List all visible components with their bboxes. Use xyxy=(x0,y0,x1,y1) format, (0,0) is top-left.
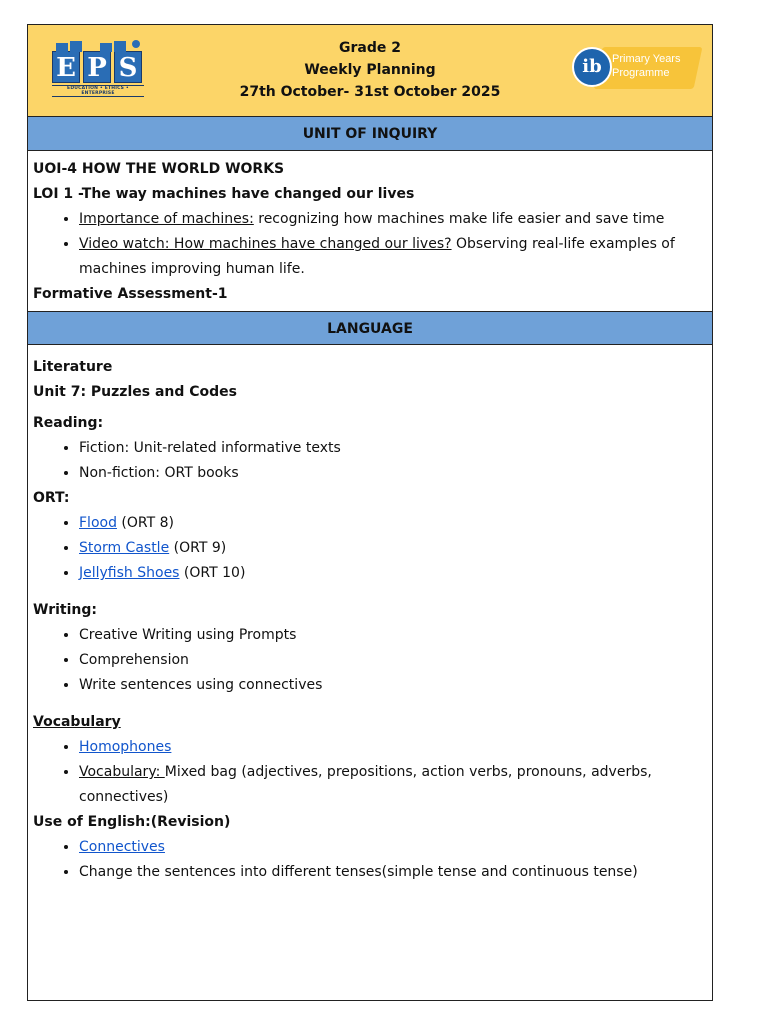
use-of-english-list xyxy=(33,835,707,885)
books-icon xyxy=(52,39,144,53)
item-text: recognizing how machines make life easier and save time xyxy=(253,211,665,227)
logo-letter-s: S xyxy=(114,51,142,83)
writing-list xyxy=(33,623,707,698)
document-title xyxy=(188,37,552,103)
list-item xyxy=(79,561,707,586)
uoi-list xyxy=(33,207,707,282)
uoi-theme: UOI-4 HOW THE WORLD WORKS xyxy=(33,161,285,177)
list-item xyxy=(79,760,707,810)
reading-heading: Reading: xyxy=(33,415,104,431)
unit-heading: Unit 7: Puzzles and Codes xyxy=(33,384,237,400)
list-item xyxy=(79,536,707,561)
list-item: • Creative Writing using Prompts xyxy=(79,623,707,648)
homophones-link[interactable]: Homophones xyxy=(79,739,172,755)
ort-heading: ORT: xyxy=(33,490,70,506)
list-item xyxy=(79,207,707,232)
ort-level: (ORT 8) xyxy=(116,515,174,531)
header xyxy=(28,25,712,117)
ort-link-storm-castle[interactable]: Storm Castle xyxy=(79,540,170,556)
eps-logo xyxy=(52,39,144,101)
ort-link-flood[interactable]: Flood xyxy=(79,515,117,531)
item-text: Observing real-life examples of machines improving human life. xyxy=(79,236,675,277)
ib-line-1: Primary Years xyxy=(612,53,681,65)
logo-tagline: EDUCATION • ETHICS • ENTERPRISE xyxy=(52,85,144,97)
list-item: • Non-fiction: ORT books xyxy=(79,461,707,486)
vocabulary-heading: Vocabulary xyxy=(33,714,121,730)
language-content xyxy=(28,345,712,885)
ort-level: (ORT 10) xyxy=(179,565,246,581)
language-section-title: LANGUAGE xyxy=(28,311,712,345)
use-of-english-heading: Use of English:(Revision) xyxy=(33,814,231,830)
ort-list xyxy=(33,511,707,586)
uoi-section-title: UNIT OF INQUIRY xyxy=(28,117,712,151)
uoi-content xyxy=(28,151,712,311)
logo-letter-p: P xyxy=(83,51,111,83)
list-item: • Fiction: Unit-related informative texts xyxy=(79,436,707,461)
item-label: Vocabulary: xyxy=(79,764,165,780)
planning-title: Weekly Planning xyxy=(304,62,436,78)
ib-circle-icon: ib xyxy=(572,47,612,87)
reading-list xyxy=(33,436,707,486)
vocabulary-list xyxy=(33,735,707,810)
list-item xyxy=(79,232,707,282)
item-label: Importance of machines: xyxy=(79,211,254,227)
uoi-assessment: Formative Assessment-1 xyxy=(33,286,228,302)
connectives-link[interactable]: Connectives xyxy=(79,839,165,855)
literature-heading: Literature xyxy=(33,359,113,375)
ib-line-2: Programme xyxy=(612,67,670,79)
list-item: • Comprehension xyxy=(79,648,707,673)
ort-level: (ORT 9) xyxy=(169,540,227,556)
logo-letter-e: E xyxy=(52,51,80,83)
date-range: 27th October- 31st October 2025 xyxy=(239,84,501,100)
weekly-planning-document xyxy=(27,24,713,1001)
list-item: • Write sentences using connectives xyxy=(79,673,707,698)
list-item xyxy=(79,511,707,536)
item-text: Mixed bag (adjectives, prepositions, action verbs, pronouns, adverbs, connectives) xyxy=(79,764,652,805)
list-item xyxy=(79,735,707,760)
list-item: • Change the sentences into different tenses(simple tense and continuous tense) xyxy=(79,860,707,885)
ort-link-jellyfish-shoes[interactable]: Jellyfish Shoes xyxy=(79,565,180,581)
list-item xyxy=(79,835,707,860)
grade-title: Grade 2 xyxy=(339,40,401,56)
writing-heading: Writing: xyxy=(33,602,97,618)
ib-pyp-logo xyxy=(572,47,698,89)
uoi-loi: LOI 1 -The way machines have changed our lives xyxy=(33,186,415,202)
item-label: Video watch: How machines have changed our lives? xyxy=(79,236,452,252)
